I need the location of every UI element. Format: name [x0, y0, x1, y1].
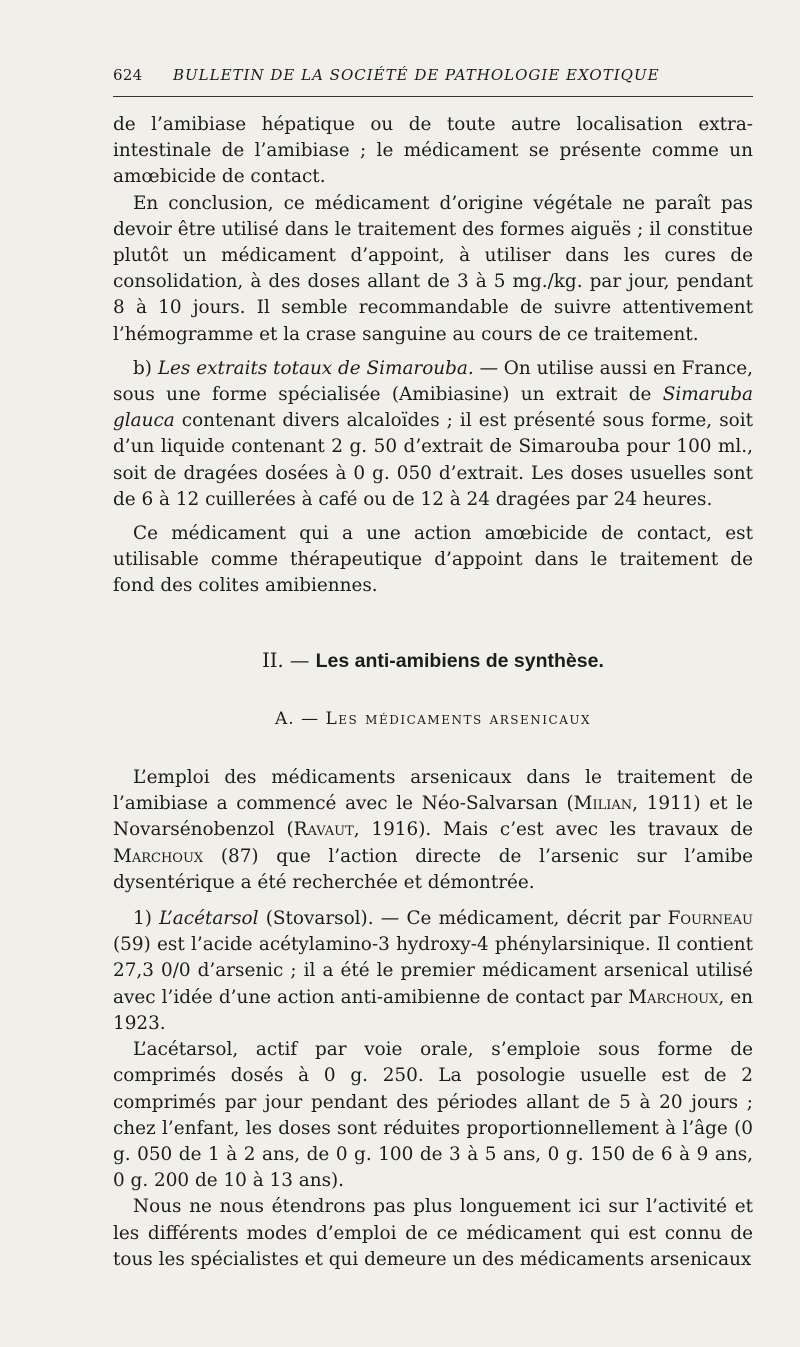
paragraph-5	[113, 765, 753, 896]
author-milian: Milian	[573, 793, 633, 815]
section-title: Les anti-amibiens de synthèse.	[315, 649, 604, 672]
section-number: II.	[262, 648, 284, 672]
author-fourneau: Fourneau	[667, 908, 753, 930]
body-text	[113, 112, 753, 1273]
paragraph-3	[113, 356, 753, 513]
page-number: 624	[113, 66, 143, 84]
running-head	[113, 66, 753, 84]
paragraph-5-text-d: (87) que l’action directe de l’arsenic sur l’amibe dysentérique a été recherchée et démontrée.	[113, 845, 753, 893]
section-dash: —	[283, 648, 316, 672]
item-label-1: 1)	[133, 908, 152, 930]
species-name: Simaruba glauca	[113, 384, 753, 432]
subsection-heading	[113, 706, 753, 732]
author-marchoux: Marchoux	[113, 845, 204, 867]
header-rule	[113, 96, 753, 97]
subsection-letter: A.	[274, 708, 295, 729]
journal-title: BULLETIN DE LA SOCIÉTÉ DE PATHOLOGIE EXOTIQUE	[173, 66, 660, 84]
paragraph-8: Nous ne nous étendrons pas plus longuement ici sur l’activité et les différents modes d’emploi de ce médicament qui est connu de tous les spécialistes et qui demeure un des médicaments arsenicaux	[113, 1196, 753, 1270]
paragraph-4: Ce médicament qui a une action amœbicide de contact, est utilisable comme thérapeutique d’appoint dans le traitement de fond des colites amibiennes.	[113, 523, 753, 597]
paragraph-2: En conclusion, ce médicament d’origine végétale ne paraît pas devoir être utilisé dans le traitement des formes aiguës ; il constitue plutôt un médicament d’appoint, à utiliser dans les cures de consolidation, à des doses allant de 3 à 5 mg./kg. par jour, pendant 8 à 10 jours. Il semble recommandable de suivre attentivement l’hémogramme et la crase sanguine au cours de ce traitement.	[113, 192, 753, 345]
paragraph-1: de l’amibiase hépatique ou de toute autre localisation extra-intestinale de l’amibiase ; le médicament se présente comme un amœbicide de contact.	[113, 114, 753, 188]
paragraph-6-text-a: (Stovarsol). — Ce médicament, décrit par	[258, 908, 668, 930]
paragraph-3-text-a: — On utilise aussi en France, sous une forme spécialisée (Amibiasine) un extrait de	[113, 357, 753, 406]
paragraph-5-text-a: L’emploi des médicaments arsenicaux dans le traitement de l’amibiase a commencé avec le Néo-Salvarsan (	[113, 767, 753, 815]
subsection-title: Les médicaments arsenicaux	[325, 708, 592, 729]
paragraph-5-text-b: , 1911) et le Novarsénobenzol (	[113, 793, 753, 841]
item-label-b: b)	[133, 357, 152, 379]
paragraph-6	[113, 906, 753, 1037]
author-marchoux-2: Marchoux	[628, 986, 719, 1008]
paragraph-5-text-c: , 1916). Mais c’est avec les travaux de	[353, 819, 753, 841]
paragraph-7: L’acétarsol, actif par voie orale, s’emploie sous forme de comprimés dosés à 0 g. 250. La posologie usuelle est de 2 comprimés par jour pendant des périodes allant de 5 à 20 jours ; chez l’enfant, les doses sont réduites proportionnellement à l’âge (0 g. 050 de 1 à 2 ans, de 0 g. 100 de 3 à 5 ans, 0 g. 150 de 6 à 9 ans, 0 g. 200 de 10 à 13 ans).	[113, 1039, 753, 1192]
item-title-acetarsol: L’acétarsol	[159, 908, 259, 930]
section-heading	[113, 648, 753, 674]
paragraph-3-text-b: contenant divers alcaloïdes ; il est présenté sous forme, soit d’un liquide contenant 2 g. 50 d’extrait de Simarouba pour 100 ml., soit de dragées dosées à 0 g. 050 d’extrait. Les doses usuelles sont de 6 à 12 cuillerées à café ou de 12 à 24 dragées par 24 heures.	[113, 410, 753, 510]
paragraph-6-text-b: (59) est l’acide acétylamino-3 hydroxy-4 phénylarsinique. Il contient 27,3 0/0 d’arsenic ; il a été le premier médicament arsenical utilisé avec l’idée d’une action anti-amibienne de contact par	[113, 934, 753, 1008]
paragraph-6-text-c: , en 1923.	[113, 986, 754, 1034]
subsection-dash: —	[294, 708, 326, 729]
item-title-simarouba: Les extraits totaux de Simarouba.	[157, 357, 474, 379]
author-ravaut: Ravaut	[293, 819, 354, 841]
